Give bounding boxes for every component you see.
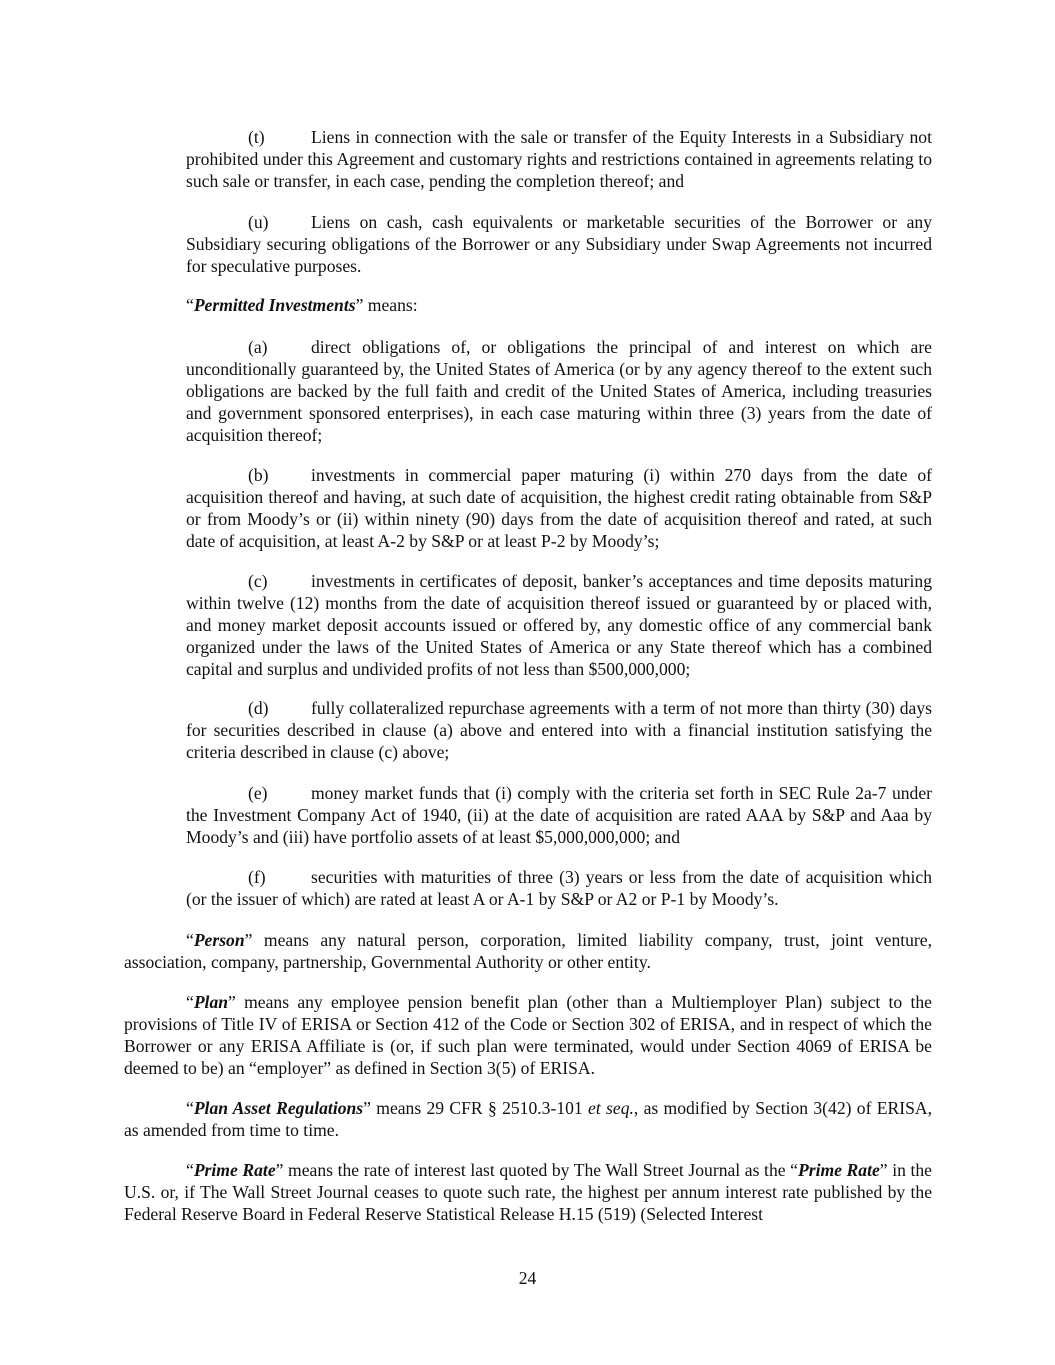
clause-c <box>186 570 932 680</box>
definition-text: ” means 29 CFR § 2510.3-101 <box>363 1098 589 1118</box>
clause-f <box>186 866 932 910</box>
clause-label: (c) <box>248 571 268 591</box>
open-quote: “ <box>186 1160 194 1180</box>
defined-term: Prime Rate <box>193 1160 276 1180</box>
clause-text: money market funds that (i) comply with the criteria set forth in SEC Rule 2a-7 under the Investment Company Act of 1940, (ii) at the date of acquisition are rated AAA by S&P and Aaa by Moody’s and (iii) have portfolio assets of at least $5,000,000,000; and <box>186 783 932 847</box>
clause-label: (b) <box>248 465 269 485</box>
definition-plan-asset-regulations <box>124 1097 932 1141</box>
definition-text-cont: , as modified by Section 3(42) of ERISA, as amended from time to time. <box>124 1098 932 1140</box>
definition-text: ” means any natural person, corporation, limited liability company, trust, joint venture, association, company, partnership, Governmental Authority or other entity. <box>124 930 932 972</box>
clause-label: (u) <box>248 212 269 232</box>
open-quote: “ <box>186 930 194 950</box>
clause-a <box>186 336 932 446</box>
latin-term: et seq. <box>588 1098 634 1118</box>
clause-label: (f) <box>248 867 266 887</box>
open-quote: “ <box>186 992 194 1012</box>
clause-text: direct obligations of, or obligations the principal of and interest on which are unconditionally guaranteed by, the United States of America (or by any agency thereof to the extent such obligations are backed by the full faith and credit of the United States of America, including treasuries and government sponsored enterprises), in each case maturing within three (3) years from the date of acquisition thereof; <box>186 337 932 445</box>
clause-e <box>186 782 932 848</box>
clause-label: (t) <box>248 127 265 147</box>
clause-label: (e) <box>248 783 268 803</box>
definition-plan <box>124 991 932 1079</box>
defined-term: Plan Asset Regulations <box>193 1098 364 1118</box>
clause-text: investments in certificates of deposit, banker’s acceptances and time deposits maturing within twelve (12) months from the date of acquisition thereof issued or guaranteed by or placed with, and money market deposit accounts issued or offered by, any domestic office of any commercial bank organized under the laws of the United States of America or any State thereof which has a combined capital and surplus and undivided profits of not less than $500,000,000; <box>186 571 932 679</box>
definition-text-cont: ” in the U.S. or, if The Wall Street Journal ceases to quote such rate, the highest per annum interest rate published by the Federal Reserve Board in Federal Reserve Statistical Release H.15 (519) (Selected Interest <box>124 1160 932 1224</box>
clause-text: securities with maturities of three (3) years or less from the date of acquisition which (or the issuer of which) are rated at least A or A-1 by S&P or A2 or P-1 by Moody’s. <box>186 867 932 909</box>
page-number: 24 <box>518 1268 537 1288</box>
definition-person <box>124 929 932 973</box>
clause-text: fully collateralized repurchase agreements with a term of not more than thirty (30) days for securities described in clause (a) above and entered into with a financial institution satisfying the criteria described in clause (c) above; <box>186 698 932 762</box>
open-quote: “ <box>186 295 194 315</box>
definition-prime-rate <box>124 1159 932 1225</box>
defined-term-repeat: Prime Rate <box>797 1160 880 1180</box>
clause-label: (d) <box>248 698 269 718</box>
clause-b <box>186 464 932 552</box>
definition-permitted-investments <box>186 294 932 316</box>
definition-text: ” means: <box>355 295 418 315</box>
clause-text: investments in commercial paper maturing (i) within 270 days from the date of acquisition thereof and having, at such date of acquisition, the highest credit rating obtainable from S&P or from Moody’s or (ii) within ninety (90) days from the date of acquisition thereof and rated, at such date of acquisition, at least A-2 by S&P or at least P-2 by Moody’s; <box>186 465 932 551</box>
clause-label: (a) <box>248 337 268 357</box>
definition-text: ” means any employee pension benefit plan (other than a Multiemployer Plan) subject to the provisions of Title IV of ERISA or Section 412 of the Code or Section 302 of ERISA, and in respect of which the Borrower or any ERISA Affiliate is (or, if such plan were terminated, would under Section 4069 of ERISA be deemed to be) an “employer” as defined in Section 3(5) of ERISA. <box>124 992 932 1078</box>
clause-d <box>186 697 932 763</box>
clause-text: Liens in connection with the sale or transfer of the Equity Interests in a Subsidiary not prohibited under this Agreement and customary rights and restrictions contained in agreements relating to such sale or transfer, in each case, pending the completion thereof; and <box>186 127 932 191</box>
defined-term: Plan <box>193 992 229 1012</box>
clause-t <box>186 126 932 192</box>
clause-u <box>186 211 932 277</box>
clause-text: Liens on cash, cash equivalents or marketable securities of the Borrower or any Subsidiary securing obligations of the Borrower or any Subsidiary under Swap Agreements not incurred for speculative purposes. <box>186 212 932 276</box>
defined-term: Permitted Investments <box>193 295 356 315</box>
defined-term: Person <box>193 930 245 950</box>
open-quote: “ <box>186 1098 194 1118</box>
definition-text: ” means the rate of interest last quoted by The Wall Street Journal as the “ <box>275 1160 798 1180</box>
